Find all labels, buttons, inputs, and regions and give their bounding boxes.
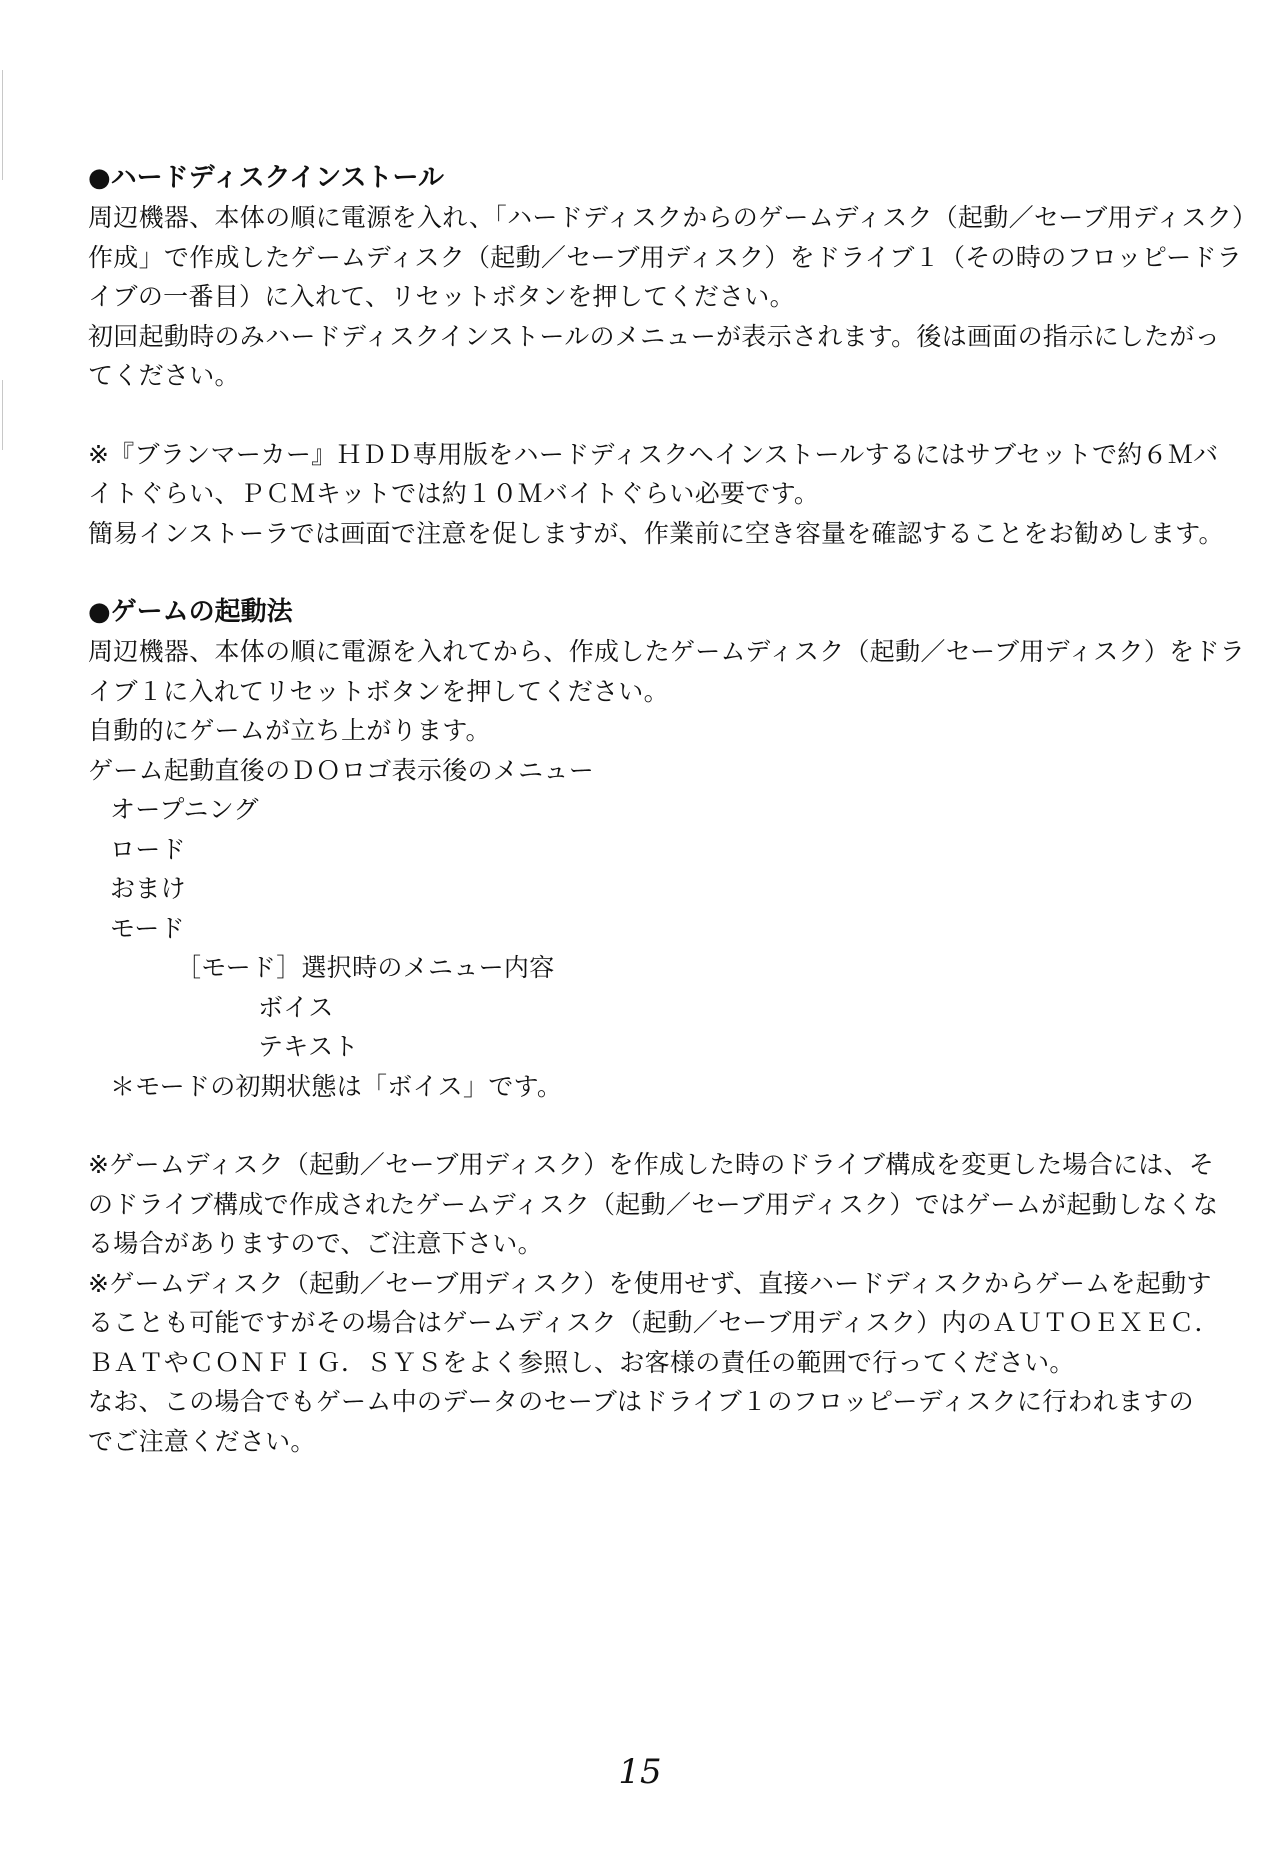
- install-line: 初回起動時のみハードディスクインストールのメニューが表示されます。後は画面の指示にしたがっ: [88, 321, 1221, 351]
- caution-line: でご注意ください。: [88, 1426, 316, 1456]
- margin-mark: [2, 380, 3, 450]
- note-line: ※『ブランマーカー』ＨＤＤ専用版をハードディスクへインストールするにはサブセットで約６Ｍバ: [88, 439, 1219, 469]
- caution-line: る場合がありますので、ご注意下さい。: [88, 1229, 543, 1258]
- mode-note: ＊モードの初期状態は「ボイス」です。: [110, 1071, 563, 1101]
- spacer: [88, 396, 1218, 435]
- submenu-item-text: テキスト: [258, 1032, 359, 1061]
- launch-section: [88, 592, 1246, 1106]
- launch-heading: ●ゲームの起動法: [88, 597, 293, 627]
- hdd-note: [88, 435, 1224, 554]
- spacer: [88, 553, 1218, 592]
- submenu-item-voice: ボイス: [258, 992, 334, 1022]
- page-number: 15: [618, 1752, 662, 1792]
- note-line: 簡易インストーラでは画面で注意を促しますが、作業前に空き容量を確認することをお勧めします。: [88, 518, 1224, 548]
- launch-line: イブ１に入れてリセットボタンを押してください。: [88, 676, 669, 706]
- page-content: [88, 158, 1258, 1461]
- install-line: イブの一番目）に入れて、リセットボタンを押してください。: [88, 282, 795, 311]
- install-section: [88, 158, 1258, 396]
- caution-line: ＢＡＴやＣＯＮＦＩＧ．ＳＹＳをよく参照し、お客様の責任の範囲で行ってください。: [88, 1347, 1075, 1377]
- caution-line: のドライブ構成で作成されたゲームディスク（起動／セーブ用ディスク）ではゲームが起動しなくな: [88, 1189, 1219, 1219]
- menu-item-extras: おまけ: [110, 874, 186, 903]
- install-line: 作成」で作成したゲームディスク（起動／セーブ用ディスク）をドライブ１（その時のフロッピードラ: [88, 242, 1243, 272]
- launch-line: ゲーム起動直後のＤＯロゴ表示後のメニュー: [88, 755, 595, 785]
- install-heading: ●ハードディスクインストール: [88, 163, 445, 193]
- spacer: [88, 1106, 1218, 1145]
- menu-item-opening: オープニング: [110, 795, 259, 824]
- margin-mark: [2, 70, 3, 180]
- submenu-title: ［モード］選択時のメニュー内容: [176, 953, 555, 982]
- cautions-section: [88, 1145, 1218, 1461]
- launch-line: 自動的にゲームが立ち上がります。: [88, 716, 491, 745]
- note-line: イトぐらい、ＰＣＭキットでは約１０Ｍバイトぐらい必要です。: [88, 479, 820, 508]
- install-line: 周辺機器、本体の順に電源を入れ、「ハードディスクからのゲームディスク（起動／セーブ用ディスク）: [88, 203, 1258, 232]
- launch-line: 周辺機器、本体の順に電源を入れてから、作成したゲームディスク（起動／セーブ用ディスク）をドラ: [88, 637, 1246, 666]
- install-line: てください。: [88, 361, 240, 390]
- caution-line: ※ゲームディスク（起動／セーブ用ディスク）を作成した時のドライブ構成を変更した場合には、そ: [88, 1150, 1215, 1179]
- caution-line: ※ゲームディスク（起動／セーブ用ディスク）を使用せず、直接ハードディスクからゲームを起動す: [88, 1268, 1212, 1298]
- caution-line: ることも可能ですがその場合はゲームディスク（起動／セーブ用ディスク）内のＡＵＴＯＥＸＥＣ．: [88, 1308, 1220, 1337]
- menu-item-mode: モード: [110, 913, 185, 943]
- caution-line: なお、この場合でもゲーム中のデータのセーブはドライブ１のフロッピーディスクに行われますの: [88, 1387, 1194, 1416]
- menu-item-load: ロード: [110, 834, 186, 864]
